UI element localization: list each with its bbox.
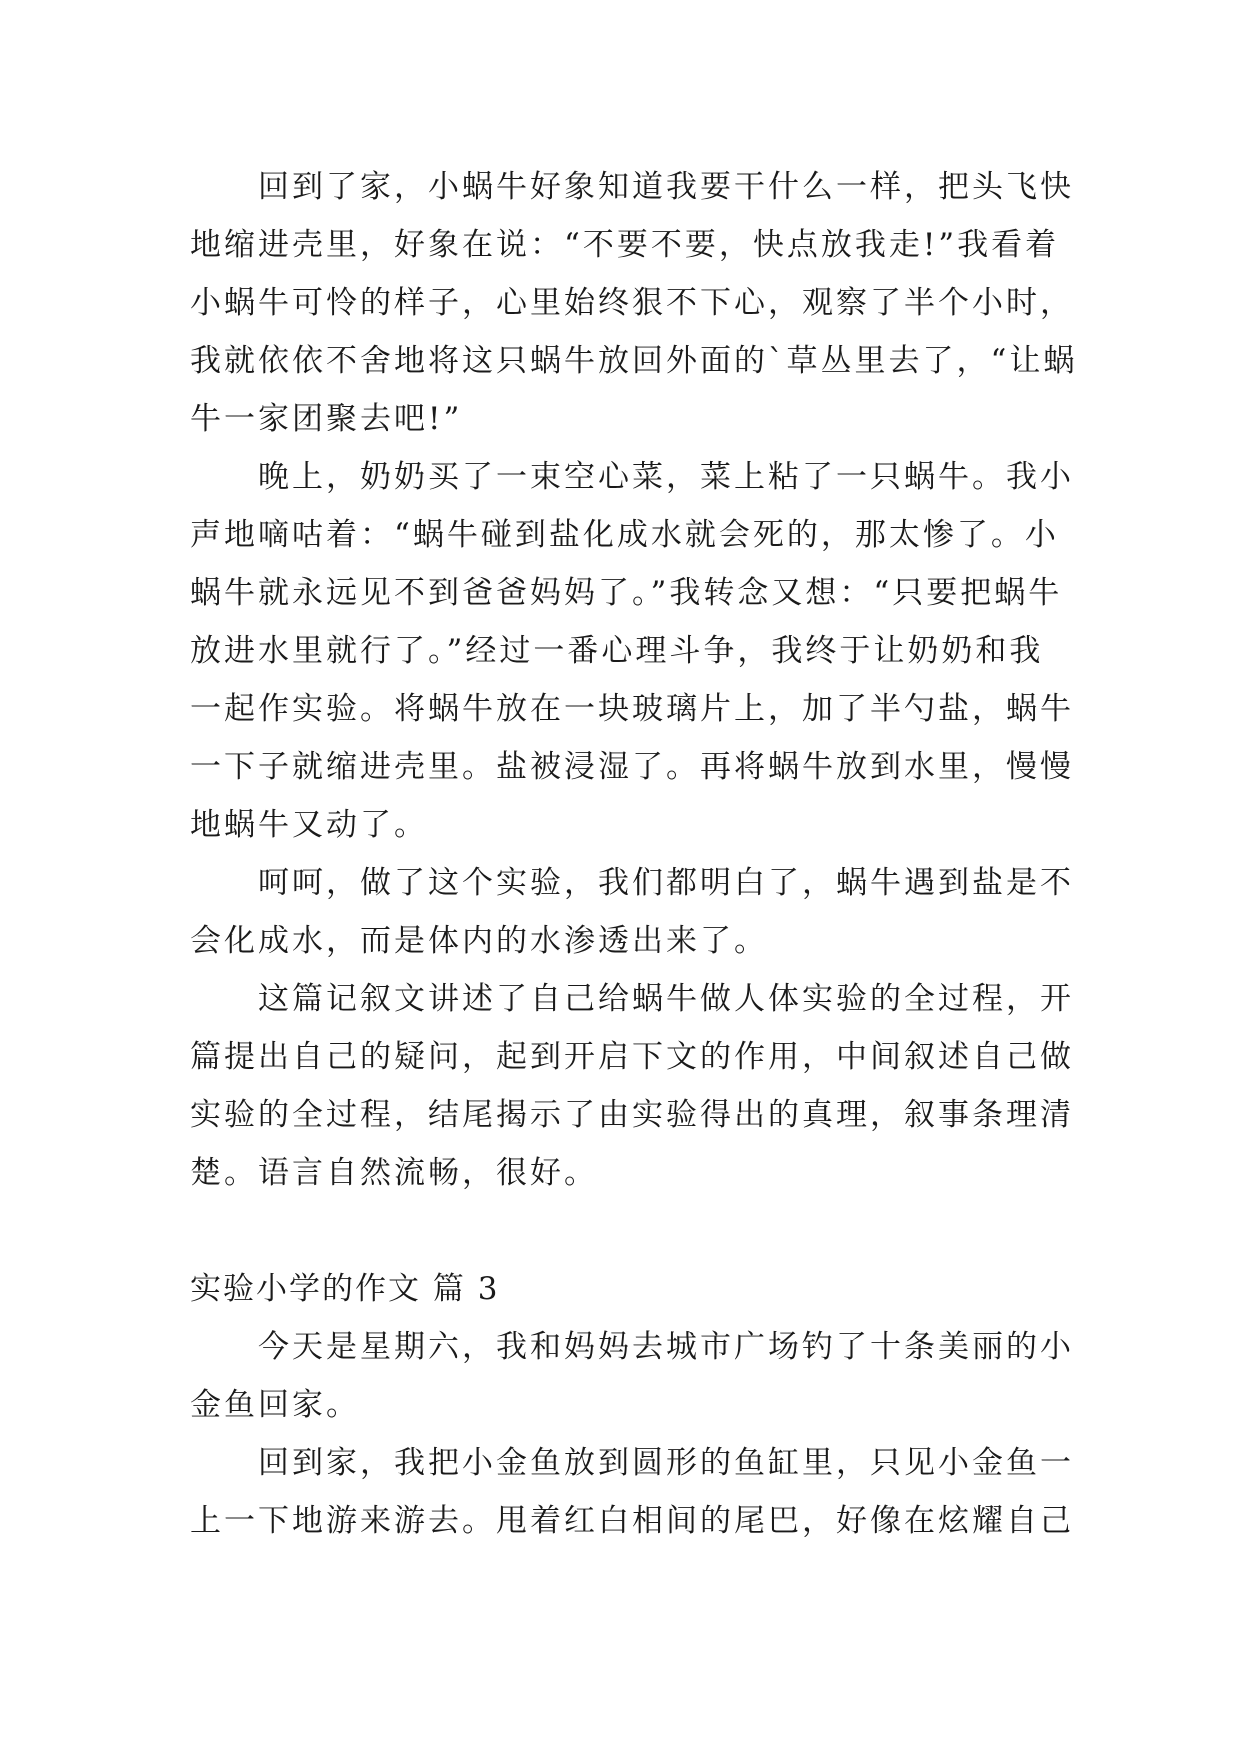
paragraph-line: 楚。语言自然流畅，很好。 [190, 1155, 598, 1191]
paragraph-line: 金鱼回家。 [190, 1387, 360, 1423]
paragraph-line: 会化成水，而是体内的水渗透出来了。 [190, 923, 768, 959]
paragraph-line: 地缩进壳里，好象在说：“不要不要，快点放我走!”我看着 [190, 227, 1060, 263]
section-heading: 实验小学的作文 篇 3 [190, 1271, 500, 1307]
paragraph-line: 蜗牛就永远见不到爸爸妈妈了。”我转念又想：“只要把蜗牛 [190, 575, 1063, 611]
paragraph-line: 放进水里就行了。”经过一番心理斗争，我终于让奶奶和我 [190, 633, 1044, 669]
paragraph [190, 158, 1078, 448]
paragraph-line: 牛一家团聚去吧!” [190, 401, 463, 437]
paragraph-line: 声地嘀咕着：“蜗牛碰到盐化成水就会死的，那太惨了。小 [190, 517, 1059, 553]
paragraph-line: 回到家，我把小金鱼放到圆形的鱼缸里，只见小金鱼一 [258, 1445, 1074, 1481]
paragraph-line: 篇提出自己的疑问，起到开启下文的作用，中间叙述自己做 [190, 1039, 1074, 1075]
paragraph [190, 854, 1074, 970]
paragraph-line: 上一下地游来游去。甩着红白相间的尾巴，好像在炫耀自己 [190, 1503, 1074, 1539]
paragraph-line: 呵呵，做了这个实验，我们都明白了，蜗牛遇到盐是不 [258, 865, 1074, 901]
paragraph-line: 一起作实验。将蜗牛放在一块玻璃片上，加了半勺盐，蜗牛 [190, 691, 1074, 727]
paragraph-line: 一下子就缩进壳里。盐被浸湿了。再将蜗牛放到水里，慢慢 [190, 749, 1074, 785]
paragraph-line: 晚上，奶奶买了一束空心菜，菜上粘了一只蜗牛。我小 [258, 459, 1074, 495]
section-spacer [190, 1202, 1048, 1260]
paragraph-line: 实验的全过程，结尾揭示了由实验得出的真理，叙事条理清 [190, 1097, 1074, 1133]
paragraph-line: 地蜗牛又动了。 [190, 807, 428, 843]
paragraph-line: 小蜗牛可怜的样子，心里始终狠不下心，观察了半个小时， [190, 285, 1074, 321]
paragraph-line: 今天是星期六，我和妈妈去城市广场钓了十条美丽的小 [258, 1329, 1074, 1365]
paragraph [190, 1434, 1074, 1550]
paragraph-line: 回到了家，小蜗牛好象知道我要干什么一样，把头飞快 [258, 169, 1074, 205]
paragraph-line: 我就依依不舍地将这只蜗牛放回外面的`草丛里去了，“让蜗 [190, 343, 1078, 379]
paragraph [190, 970, 1074, 1202]
paragraph [190, 1318, 1074, 1434]
paragraph [190, 448, 1074, 854]
document-body [190, 158, 1078, 1550]
paragraph-line: 这篇记叙文讲述了自己给蜗牛做人体实验的全过程，开 [258, 981, 1074, 1017]
